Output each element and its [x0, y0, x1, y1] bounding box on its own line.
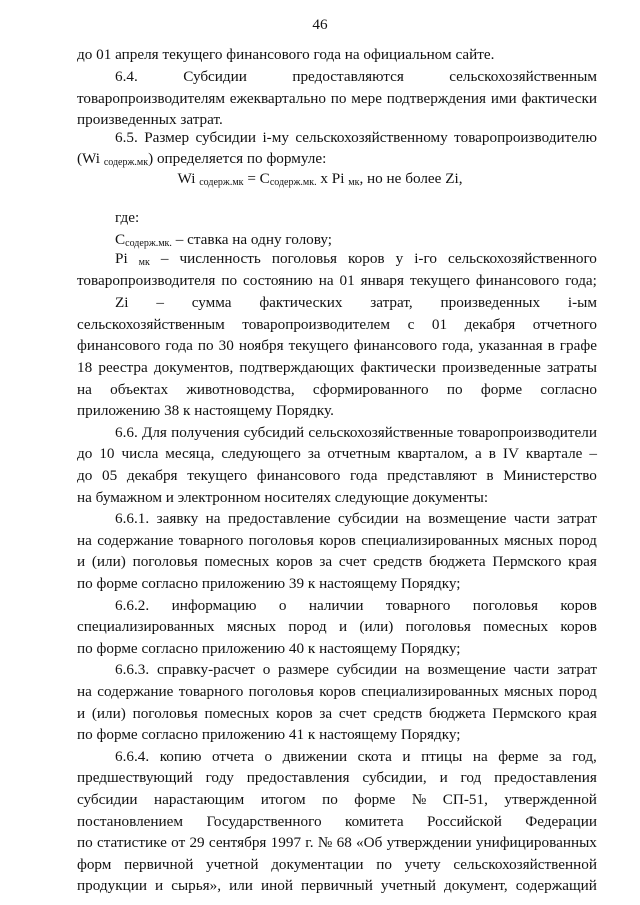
text-line: Zi – сумма фактических затрат, произведенных i-ым — [115, 294, 597, 311]
text-line: предшествующий году предоставления субсидии, и год предоставления — [77, 769, 597, 786]
text-line: 18 реестра документов, подтверждающих фактически произведенные затраты — [77, 359, 597, 376]
text-line: и (или) поголовья помесных коров за счет средств бюджета Пермского края — [77, 705, 597, 722]
text-line: 6.6.3. справку-расчет о размере субсидии на возмещение части затрат — [115, 661, 597, 678]
text-line: $С_{содерж.мк.}$ – ставка на одну голову; — [115, 231, 333, 249]
text-line: по форме согласно приложению 40 к настоящему Порядку; — [77, 640, 461, 657]
text-line: до 01 апреля текущего финансового года на официальном сайте. — [77, 46, 495, 63]
text-line: на объектах животноводства, сформированного по форме согласно — [77, 381, 597, 398]
text-line: (Wi $_{содерж.мк}$) определяется по формуле: — [77, 150, 327, 168]
text-line: товаропроизводителям ежеквартально по мере подтверждения ими фактически — [77, 90, 597, 107]
page-number: 46 — [312, 16, 328, 33]
text-line: произведенных затрат. — [77, 111, 223, 128]
text-line: 6.5. Размер субсидии i-му сельскохозяйственному товаропроизводителю — [115, 129, 597, 146]
text-line: товаропроизводителя по состоянию на 01 января текущего финансового года; — [77, 272, 597, 289]
text-line: до 10 числа месяца, следующего за отчетным кварталом, а в IV квартале – — [77, 445, 597, 462]
text-line: сельскохозяйственным товаропроизводителем с 01 декабря отчетного — [77, 316, 597, 333]
text-line: 6.6.2. информацию о наличии товарного поголовья коров — [115, 597, 597, 614]
formula: Wi $_{содерж.мк} = С_{содерж.мк.}$ x Pi $_{мк}$, но не более Zi, — [177, 170, 463, 188]
text-line: на бумажном и электронном носителях следующие документы: — [77, 489, 489, 506]
text-line: 6.6.4. копию отчета о движении скота и птицы на ферме за год, — [115, 748, 597, 765]
text-line: и (или) поголовья помесных коров за счет средств бюджета Пермского края — [77, 553, 597, 570]
text-line: на содержание товарного поголовья коров специализированных мясных пород — [77, 683, 597, 700]
text-line: 6.4. Субсидии предоставляются сельскохозяйственным — [115, 68, 597, 85]
text-line: приложению 38 к настоящему Порядку. — [77, 402, 334, 419]
text-line: Pi $_{мк}$ – численность поголовья коров у i-го сельскохозяйственного — [115, 250, 597, 268]
text-line: субсидии нарастающим итогом по форме № СП-51, утвержденной — [77, 791, 597, 808]
text-line: по статистике от 29 сентября 1997 г. № 68 «Об утверждении унифицированных — [77, 834, 597, 851]
text-line: по форме согласно приложению 41 к настоящему Порядку; — [77, 726, 461, 743]
text-line: до 05 декабря текущего финансового года представляют в Министерство — [77, 467, 597, 484]
text-line: специализированных мясных пород и (или) поголовья помесных коров — [77, 618, 597, 635]
text-line: по форме согласно приложению 39 к настоящему Порядку; — [77, 575, 461, 592]
text-line: на содержание товарного поголовья коров специализированных мясных пород — [77, 532, 597, 549]
text-line: 6.6.1. заявку на предоставление субсидии на возмещение части затрат — [115, 510, 597, 527]
text-line: финансового года по 30 ноября текущего финансового года, указанная в графе — [77, 337, 597, 354]
text-line: постановлением Государственного комитета Российской Федерации — [77, 813, 597, 830]
text-line: продукции и сырья», или иной первичный учетный документ, содержащий — [77, 877, 597, 894]
text-line: 6.6. Для получения субсидий сельскохозяйственные товаропроизводители — [115, 424, 597, 441]
text-line: где: — [115, 209, 140, 226]
text-line: форм первичной учетной документации по учету сельскохозяйственной — [77, 856, 597, 873]
